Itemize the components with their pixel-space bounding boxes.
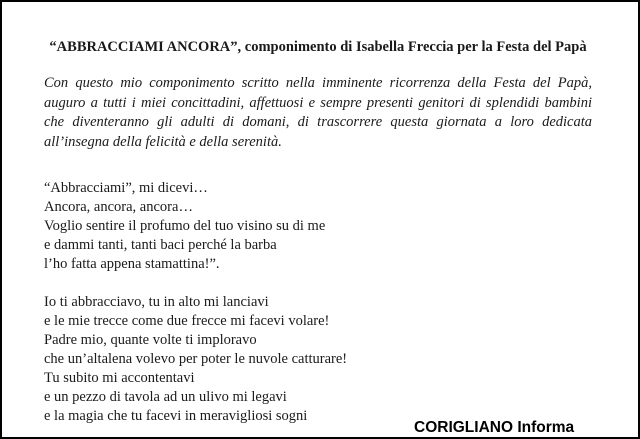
poem-line: Io ti abbracciavo, tu in alto mi lanciavi: [44, 294, 269, 310]
poem-line: l’ho fatta appena stamattina!”.: [44, 256, 220, 272]
intro-paragraph: Con questo mio componimento scritto nella imminente ricorrenza della Festa del Papà, auguro a tutti i miei concittadini, affettuosi e sempre presenti genitori di splendidi bambini che diventeranno gli adulti di domani, di trascorrere questa giornata a loro dedicata all’insegna della felicità e della serenità.: [44, 75, 592, 150]
poem-line: Ancora, ancora, ancora…: [44, 199, 193, 215]
poem-stanza-2: [44, 293, 592, 426]
site-watermark: CORIGLIANO Informa: [412, 417, 636, 439]
document-title: “ABBRACCIAMI ANCORA”, componimento di Isabella Freccia per la Festa del Papà: [49, 39, 587, 55]
poem-line: Tu subito mi accontentavi: [44, 370, 195, 386]
poem-line: e le mie trecce come due frecce mi facevi volare!: [44, 313, 330, 329]
poem-line: Voglio sentire il profumo del tuo visino su di me: [44, 218, 326, 234]
poem-line: “Abbracciami”, mi dicevi…: [44, 180, 208, 196]
poem-line: e la magia che tu facevi in meravigliosi sogni: [44, 408, 308, 424]
document-page: [44, 38, 592, 426]
poem-line: che un’altalena volevo per poter le nuvole catturare!: [44, 351, 348, 367]
poem-stanza-1: [44, 179, 592, 274]
poem-line: Padre mio, quante volte ti imploravo: [44, 332, 257, 348]
poem-line: e dammi tanti, tanti baci perché la barba: [44, 237, 277, 253]
poem-line: e un pezzo di tavola ad un ulivo mi legavi: [44, 389, 287, 405]
